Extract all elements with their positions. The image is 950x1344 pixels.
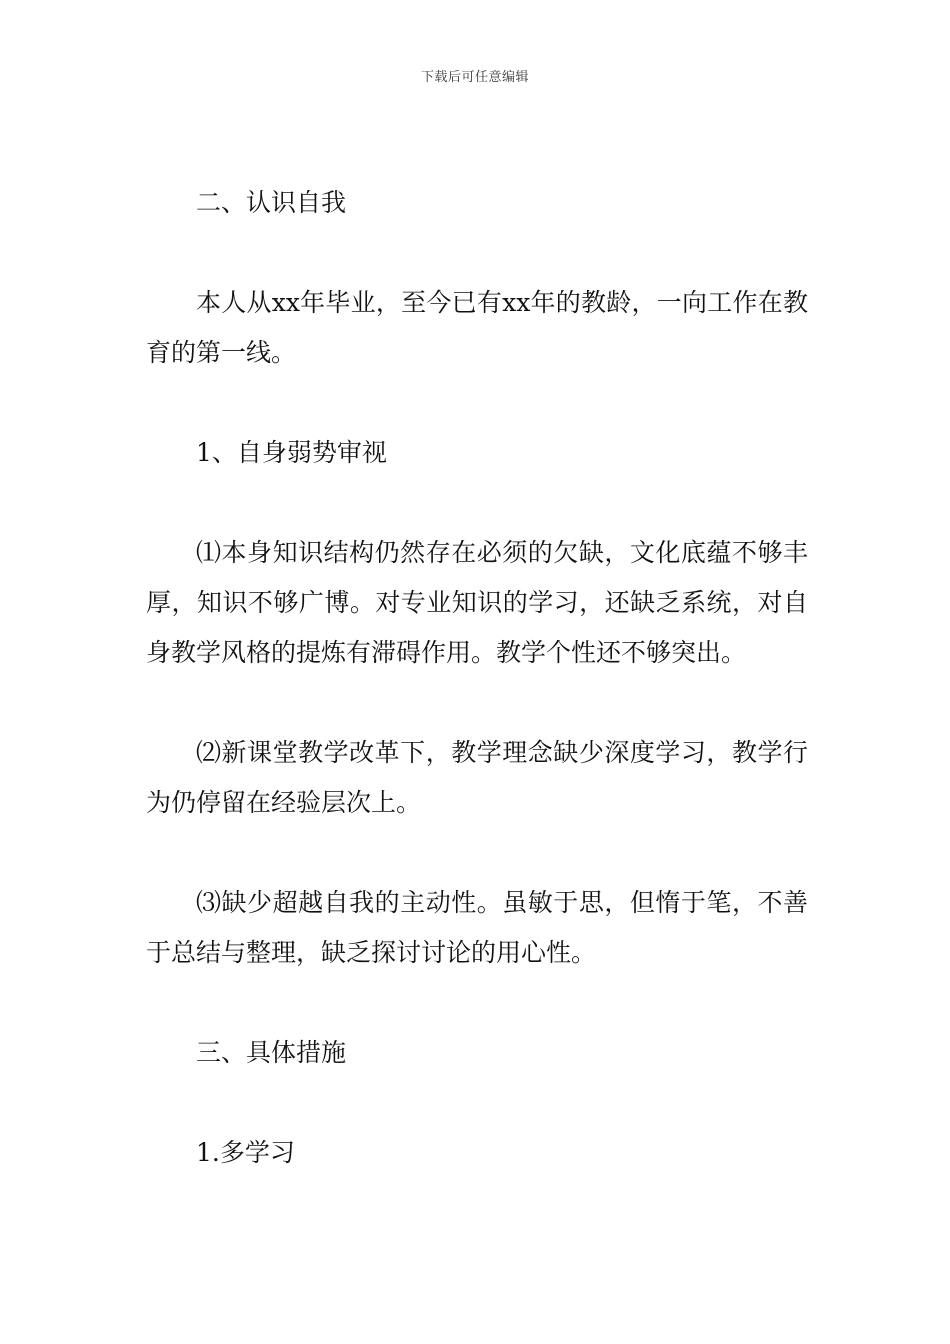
paragraph-weakness-2: ⑵新课堂教学改革下，教学理念缺少深度学习，教学行为仍停留在经验层次上。 xyxy=(146,738,808,817)
subsection-heading-learn-more: 1.多学习 xyxy=(196,1138,295,1167)
paragraph-weakness-3: ⑶缺少超越自我的主动性。虽敏于思，但惰于笔，不善于总结与整理，缺乏探讨讨论的用心性。 xyxy=(146,888,808,967)
section-heading-know-self: 二、认识自我 xyxy=(196,188,347,217)
section-heading-measures: 三、具体措施 xyxy=(196,1038,347,1067)
document-body xyxy=(146,178,808,1178)
paragraph-background: 本人从xx年毕业，至今已有xx年的教龄，一向工作在教育的第一线。 xyxy=(146,288,808,367)
paragraph-weakness-1: ⑴本身知识结构仍然存在必须的欠缺，文化底蕴不够丰厚，知识不够广博。对专业知识的学习，还缺乏系统，对自身教学风格的提炼有滞碍作用。教学个性还不够突出。 xyxy=(146,538,808,667)
subsection-heading-weakness: 1、自身弱势审视 xyxy=(196,438,387,467)
header-note: 下载后可任意编辑 xyxy=(420,70,529,85)
